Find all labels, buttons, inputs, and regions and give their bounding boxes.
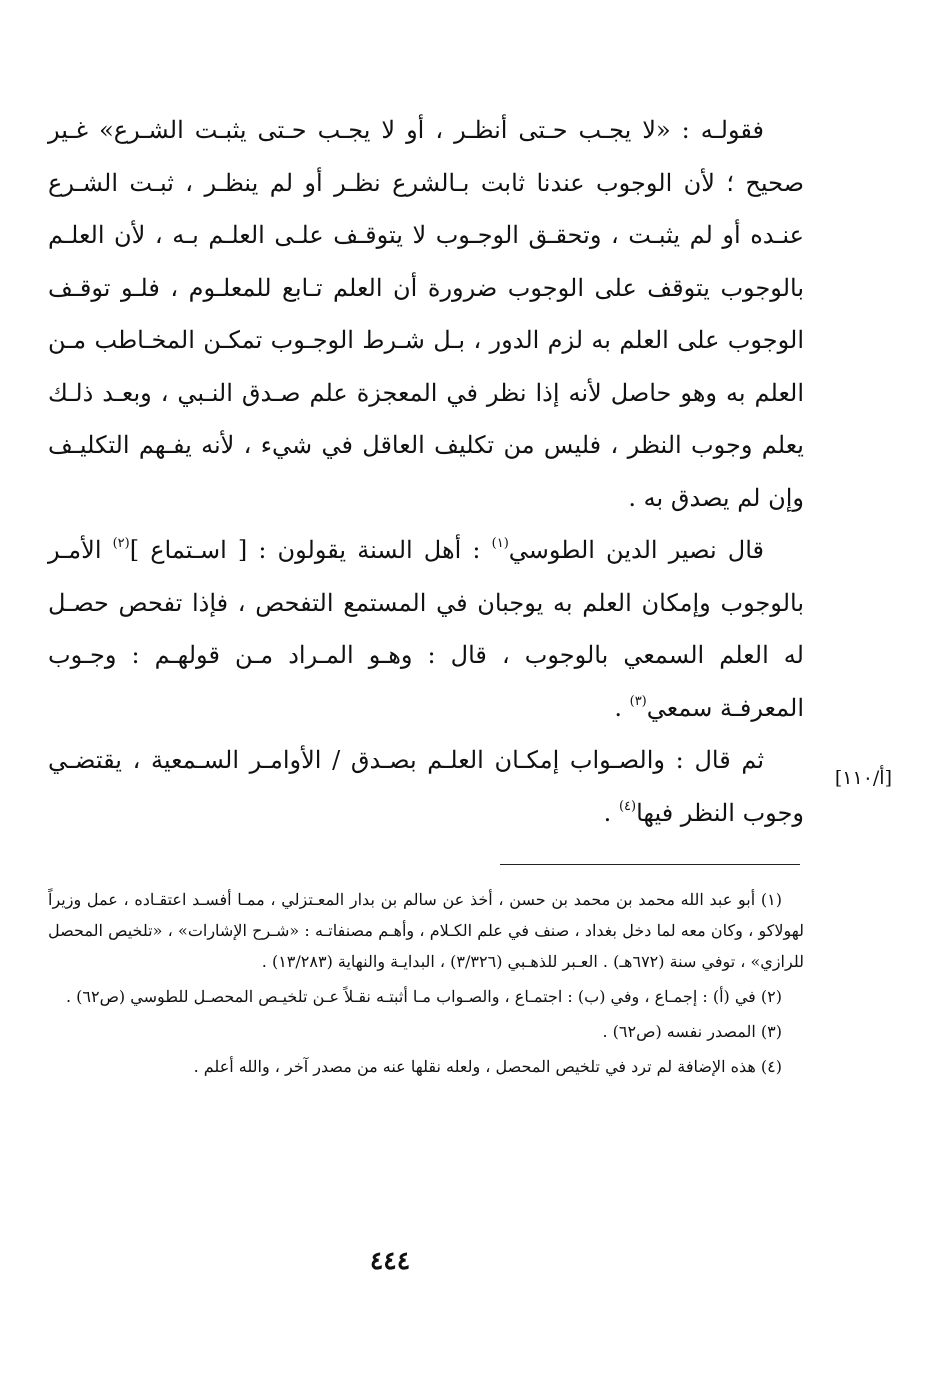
footnote-ref-2[interactable]: (٢) [112, 536, 130, 551]
paragraph-2 [48, 524, 804, 734]
paragraph-2-part-a: قال نصير الدين الطوسي [508, 536, 764, 564]
paragraph-3 [48, 734, 804, 839]
footnote-3: (٣) المصدر نفسه (ص٦٢) . [602, 1022, 782, 1041]
footnote-1: (١) أبو عبد الله محمد بن محمد بن حسن ، أخذ عن سالم بن بدار المعـتزلي ، ممـا أفسـد اعتقـاده ، عمل وزيراً لهولاكو ، وكان معه لما دخل بغداد ، صنف في علم الكـلام ، وأهـم مصنفاتـه : «شـرح الإشارات» ، «تلخيص المحصل للرازي» ، توفي سنة (٦٧٢هـ) . العـبر للذهـبي (٣/٣٢٦) ، البدايـة والنهاية (١٣/٢٨٣) . [48, 890, 805, 971]
main-text [48, 104, 804, 839]
paragraph-3-part-b: . [603, 798, 619, 827]
footnote-2: (٢) في (أ) : إجمـاع ، وفي (ب) : اجتمـاع ، والصـواب مـا أثبتـه نقـلاً عـن تلخيـص المحصـل للطوسي (ص٦٢) . [65, 987, 782, 1006]
footnote-ref-4[interactable]: (٤) [618, 798, 637, 814]
paragraph-2-part-c: الأمـر بالوجوب وإمكان العلم به يوجبان في المستمع التفحص ، فإذا تفحص حصـل له العلم السمعي بالوجوب ، قال : وهـو المـراد مـن قولهـم : وجـوب المعرفـة سمعي [48, 536, 805, 722]
paragraph-1: فقولـه : «لا يجـب حـتى أنظـر ، أو لا يجـب حـتى يثبـت الشـرع» غـير صحيح ؛ لأن الوجوب عندنا ثابت بـالشرع نظـر أو لم ينظـر ، ثبـت الشـرع عنـده أو لم يثبـت ، وتحقـق الوجـوب لا يتوقـف علـى العلـم بـه ، لأن العلـم بالوجوب يتوقف على الوجوب ضرورة أن العلم تـابع للمعلـوم ، فلـو توقـف الوجوب على العلم به لزم الدور ، بـل شـرط الوجـوب تمكـن المخـاطب مـن العلم به وهو حاصل لأنه إذا نظر في المعجزة علم صـدق النـبي ، وبعـد ذلـك يعلم وجوب النظر ، فليس من تكليف العاقل في شيء ، لأنه يفـهم التكليـف وإن لم يصدق به . [48, 116, 804, 512]
footnotes [48, 884, 804, 1086]
manuscript-folio-marker: [أ/١١٠] [834, 767, 892, 789]
paragraph-2-part-b: : أهل السنة يقولون : [ اسـتماع ] [129, 536, 492, 564]
footnote-separator [500, 864, 800, 865]
footnote-ref-1[interactable]: (١) [491, 536, 509, 551]
page-number: ٤٤٤ [369, 1246, 411, 1275]
footnote-ref-3[interactable]: (٣) [629, 693, 647, 709]
paragraph-3-part-a: ثم قال : والصـواب إمكـان العلـم بصـدق / الأوامـر السـمعية ، يقتضـي وجوب النظر فيها [48, 746, 804, 827]
paragraph-2-part-d: . [614, 693, 630, 722]
footnote-4: (٤) هذه الإضافة لم ترد في تلخيص المحصل ، ولعله نقلها عنه من مصدر آخر ، والله أعلم . [193, 1057, 782, 1076]
